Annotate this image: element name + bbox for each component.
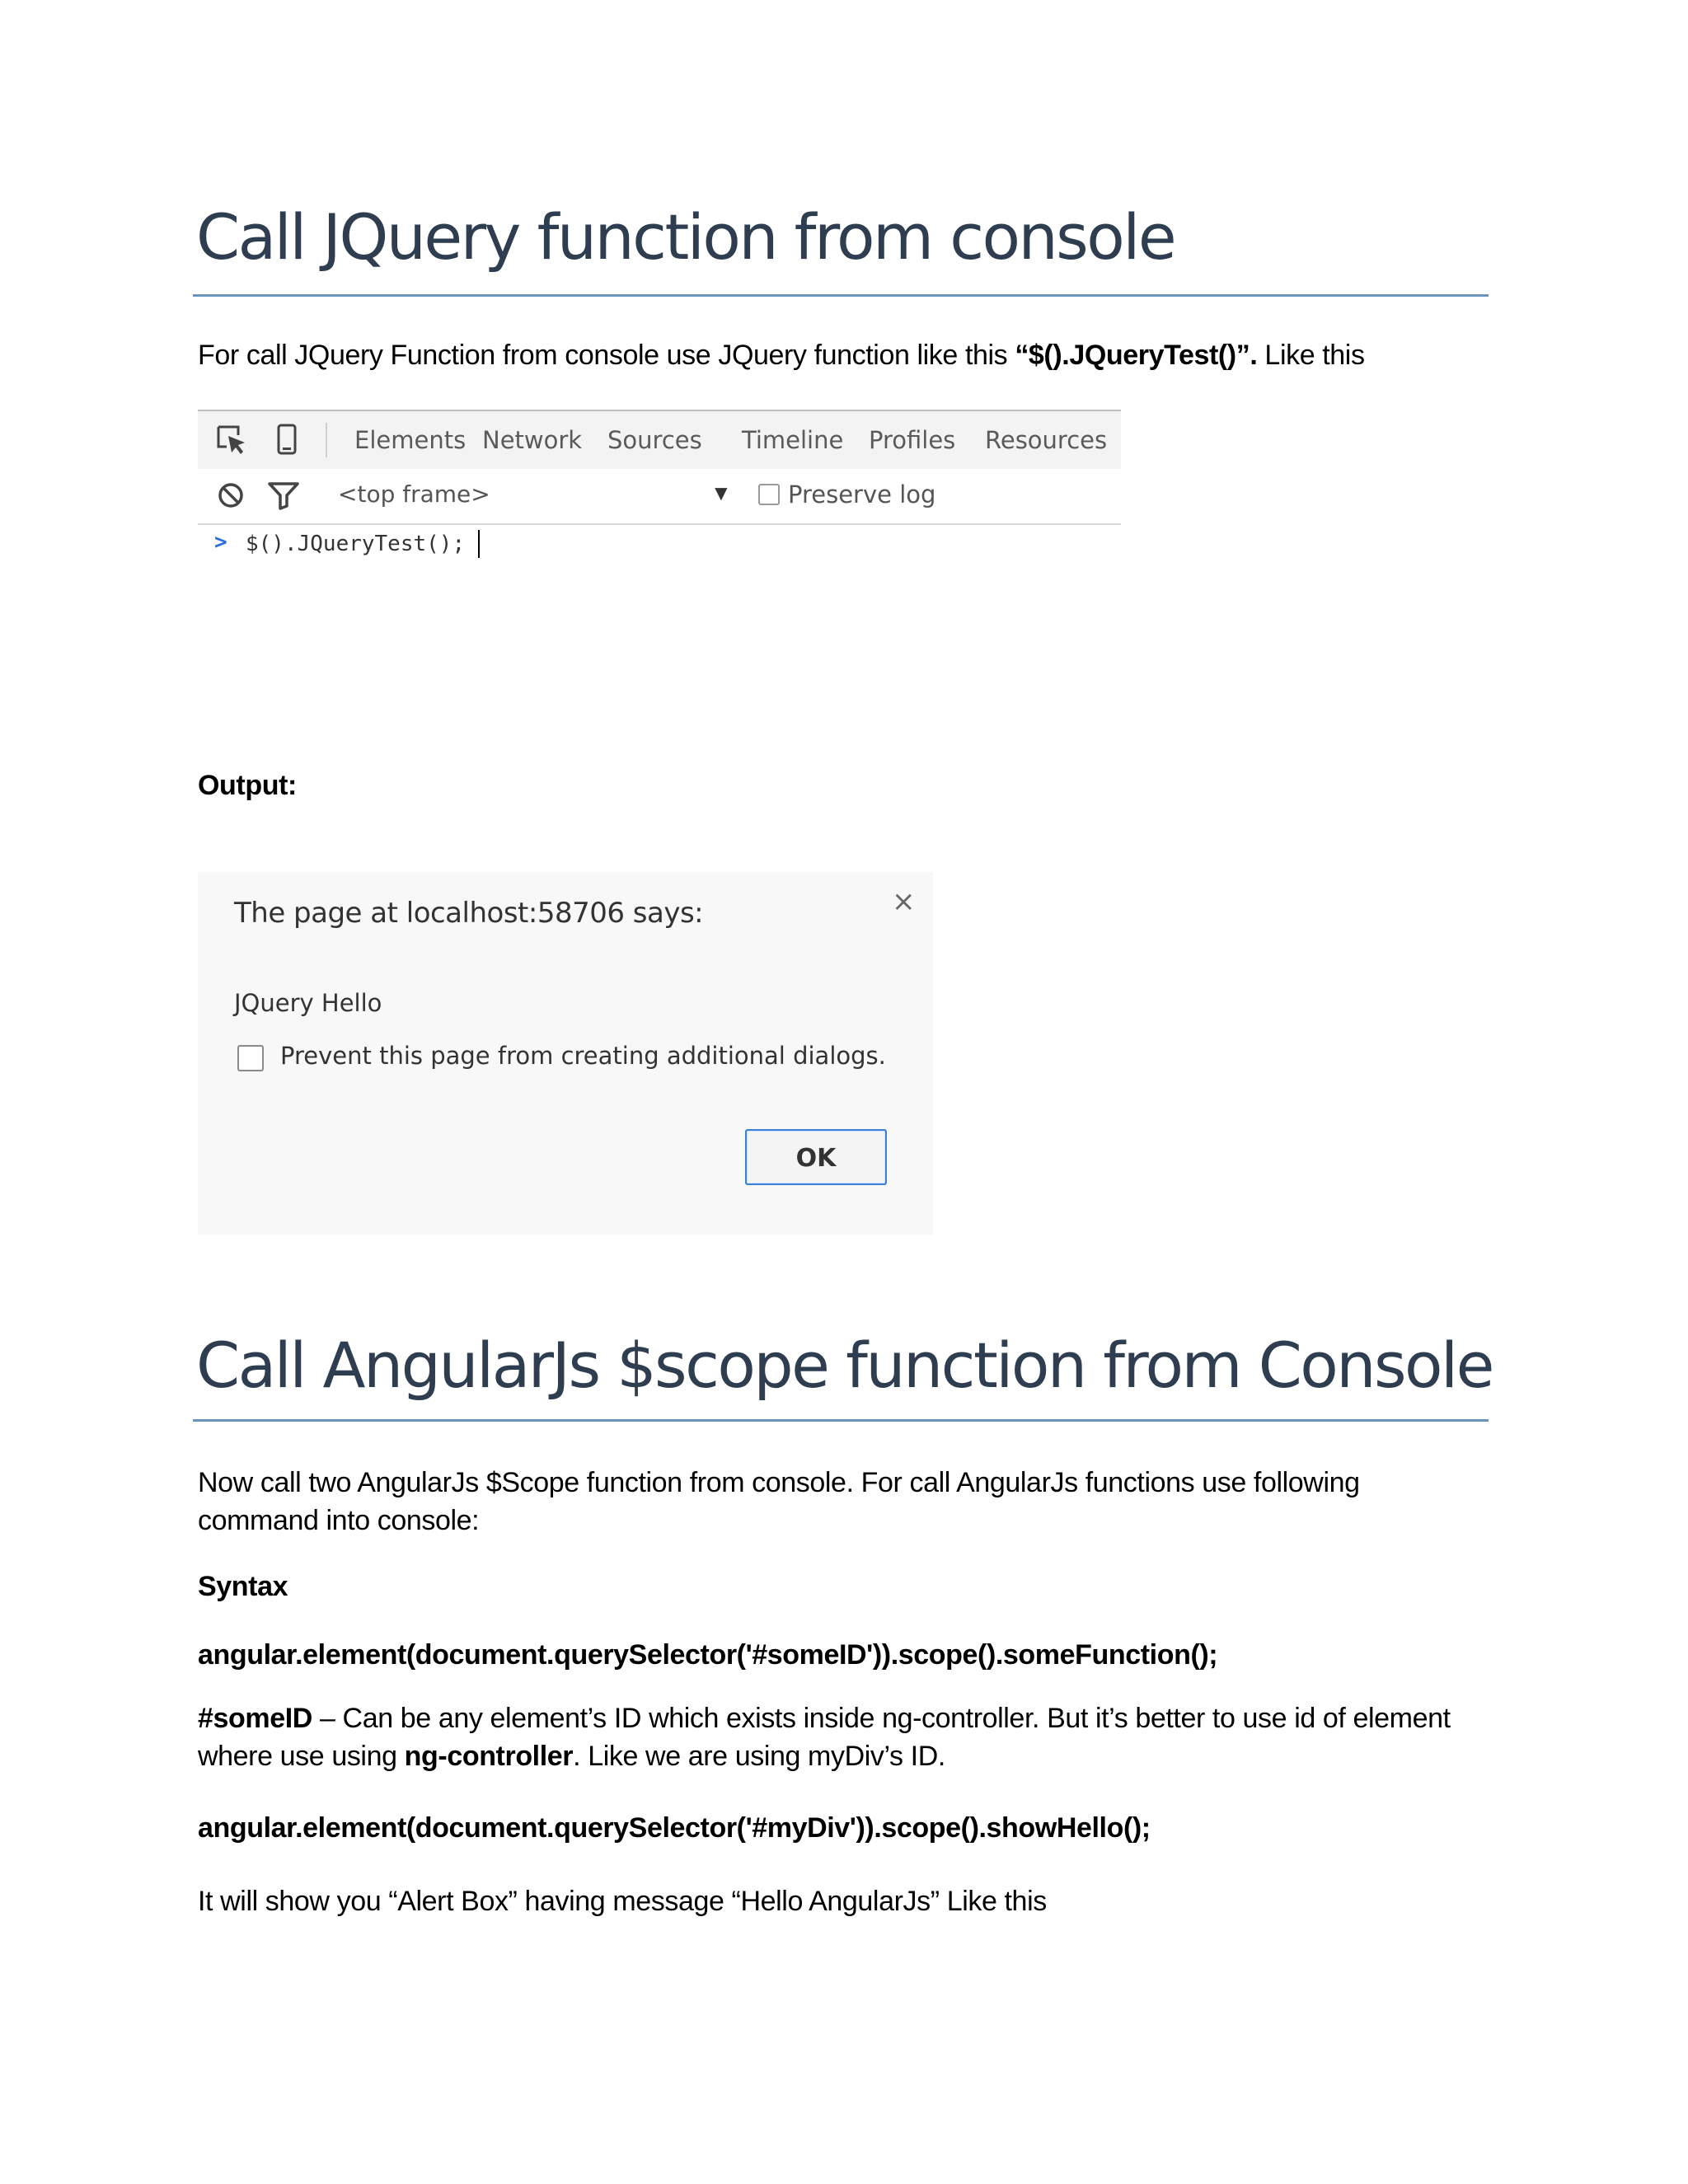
output-label: Output: <box>198 770 297 801</box>
syntax-label: Syntax <box>198 1571 288 1602</box>
ng-controller-term: ng-controller <box>404 1741 574 1772</box>
someid-description-line-1 <box>198 1699 1451 1737</box>
dialog-message: JQuery Hello <box>234 989 382 1017</box>
section-heading-jquery: Call JQuery function from console <box>196 200 1175 274</box>
jquery-intro-paragraph <box>198 336 1365 374</box>
someid-description-text: – Can be any element’s ID which exists inside ng-controller. But it’s better to use id of element <box>312 1703 1451 1734</box>
inspect-element-icon[interactable] <box>216 424 249 456</box>
ok-button[interactable]: OK <box>745 1129 887 1185</box>
frame-select[interactable]: <top frame> <box>338 480 490 508</box>
tab-elements[interactable]: Elements <box>354 426 467 454</box>
console-input[interactable]: $().JQueryTest(); <box>246 532 466 556</box>
someid-description-line-2 <box>198 1737 945 1775</box>
angular-intro-line-1: Now call two AngularJs $Scope function from console. For call AngularJs functions use following <box>198 1467 1360 1498</box>
description-text: where use using <box>198 1741 405 1772</box>
intro-text: For call JQuery Function from console use JQuery function like this <box>198 340 1015 371</box>
prevent-dialogs-checkbox[interactable] <box>237 1045 264 1071</box>
devtools-toolbar <box>198 410 1121 471</box>
clear-console-icon[interactable] <box>216 480 246 510</box>
console-prompt-icon: > <box>214 530 227 555</box>
example-code: angular.element(document.querySelector('#myDiv')).scope().showHello(); <box>198 1812 1151 1844</box>
devtools-filter-bar <box>198 469 1121 525</box>
alert-dialog-screenshot <box>198 872 933 1235</box>
preserve-log-label: Preserve log <box>788 480 936 509</box>
dropdown-arrow-icon[interactable]: ▼ <box>710 480 732 505</box>
intro-code: “$().JQueryTest()”. <box>1015 340 1258 371</box>
text-caret <box>478 530 480 558</box>
intro-text-end: Like this <box>1257 340 1365 371</box>
section-heading-angular: Call AngularJs $scope function from Console <box>196 1329 1493 1402</box>
syntax-code: angular.element(document.querySelector('#someID')).scope().someFunction(); <box>198 1639 1218 1671</box>
devtools-console-screenshot <box>198 410 1121 574</box>
someid-term: #someID <box>198 1703 312 1734</box>
description-text-end: . Like we are using myDiv’s ID. <box>573 1741 945 1772</box>
tab-resources[interactable]: Resources <box>985 426 1108 454</box>
preserve-log-checkbox[interactable] <box>758 484 780 505</box>
final-line: It will show you “Alert Box” having message “Hello AngularJs” Like this <box>198 1886 1047 1917</box>
device-mode-icon[interactable] <box>275 423 298 456</box>
filter-icon[interactable] <box>267 480 300 510</box>
tab-sources[interactable]: Sources <box>607 426 702 454</box>
tab-network[interactable]: Network <box>482 426 583 454</box>
prevent-dialogs-label: Prevent this page from creating additional dialogs. <box>280 1042 886 1070</box>
heading-rule <box>193 1419 1489 1422</box>
tab-profiles[interactable]: Profiles <box>869 426 956 454</box>
toolbar-separator <box>326 423 327 457</box>
angular-intro-line-2: command into console: <box>198 1505 480 1536</box>
tab-timeline[interactable]: Timeline <box>742 426 844 454</box>
close-icon[interactable]: × <box>892 885 916 918</box>
dialog-title: The page at localhost:58706 says: <box>234 897 704 930</box>
heading-rule <box>193 294 1489 297</box>
